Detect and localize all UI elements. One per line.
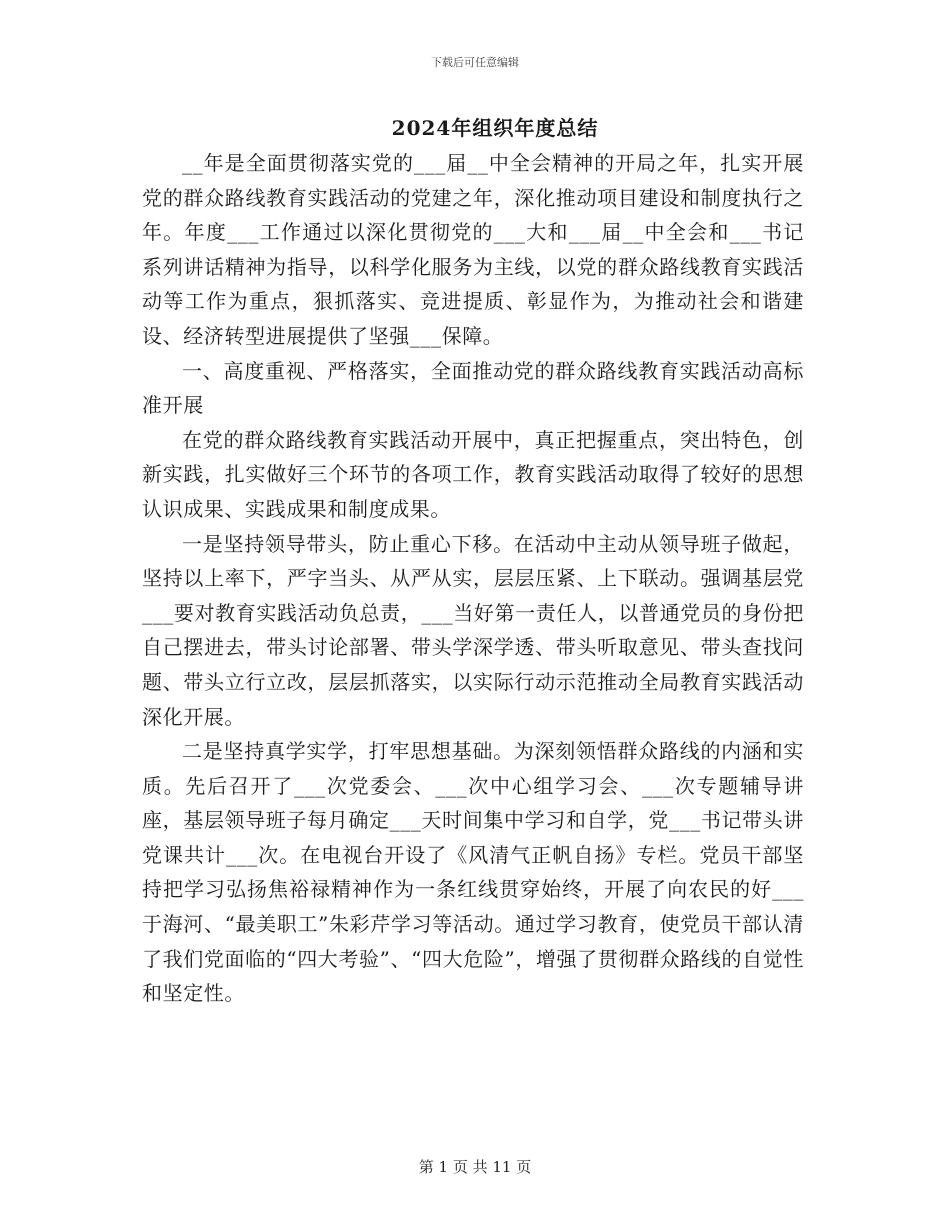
- page-title: 2024年组织年度总结: [391, 116, 599, 140]
- paragraph-point-2: 二是坚持真学实学，打牢思想基础。为深刻领悟群众路线的内涵和实质。先后召开了___次党委会、___次中心组学习会、___次专题辅导讲座，基层领导班子每月确定___天时间集中学习和自学，党___书记带头讲党课共计___次。在电视台开设了《风清气正帆自扬》专栏。党员干部坚持把学习弘扬焦裕禄精神作为一条红线贯穿始终，开展了向农民的好___于海河、“最美职工”朱彩芹学习等活动。通过学习教育，使党员干部认清了我们党面临的“四大考验”、“四大危险”，增强了贯彻群众路线的自觉性和坚定性。: [142, 739, 804, 1006]
- section-heading-1: 一、高度重视、严格落实，全面推动党的群众路线教育实践活动高标准开展: [142, 358, 804, 418]
- page-number-footer: 第 1 页 共 11 页: [418, 1158, 532, 1176]
- header-note: 下载后可任意编辑: [431, 56, 519, 69]
- document-body: [142, 146, 804, 1011]
- paragraph-point-1: 一是坚持领导带头，防止重心下移。在活动中主动从领导班子做起，坚持以上率下，严字当头、从严从实，层层压紧、上下联动。强调基层党___要对教育实践活动负总责，___当好第一责任人，以普通党员的身份把自己摆进去，带头讨论部署、带头学深学透、带头听取意见、带头查找问题、带头立行立改，层层抓落实，以实际行动示范推动全局教育实践活动深化开展。: [142, 531, 804, 729]
- paragraph-section-1: 在党的群众路线教育实践活动开展中，真正把握重点，突出特色，创新实践，扎实做好三个环节的各项工作，教育实践活动取得了较好的思想认识成果、实践成果和制度成果。: [142, 427, 804, 521]
- paragraph-intro: __年是全面贯彻落实党的___届__中全会精神的开局之年，扎实开展党的群众路线教育实践活动的党建之年，深化推动项目建设和制度执行之年。年度___工作通过以深化贯彻党的___大和___届__中全会和___书记系列讲话精神为指导，以科学化服务为主线，以党的群众路线教育实践活动等工作为重点，狠抓落实、竞进提质、彰显作为，为推动社会和谐建设、经济转型进展提供了坚强___保障。: [142, 151, 804, 348]
